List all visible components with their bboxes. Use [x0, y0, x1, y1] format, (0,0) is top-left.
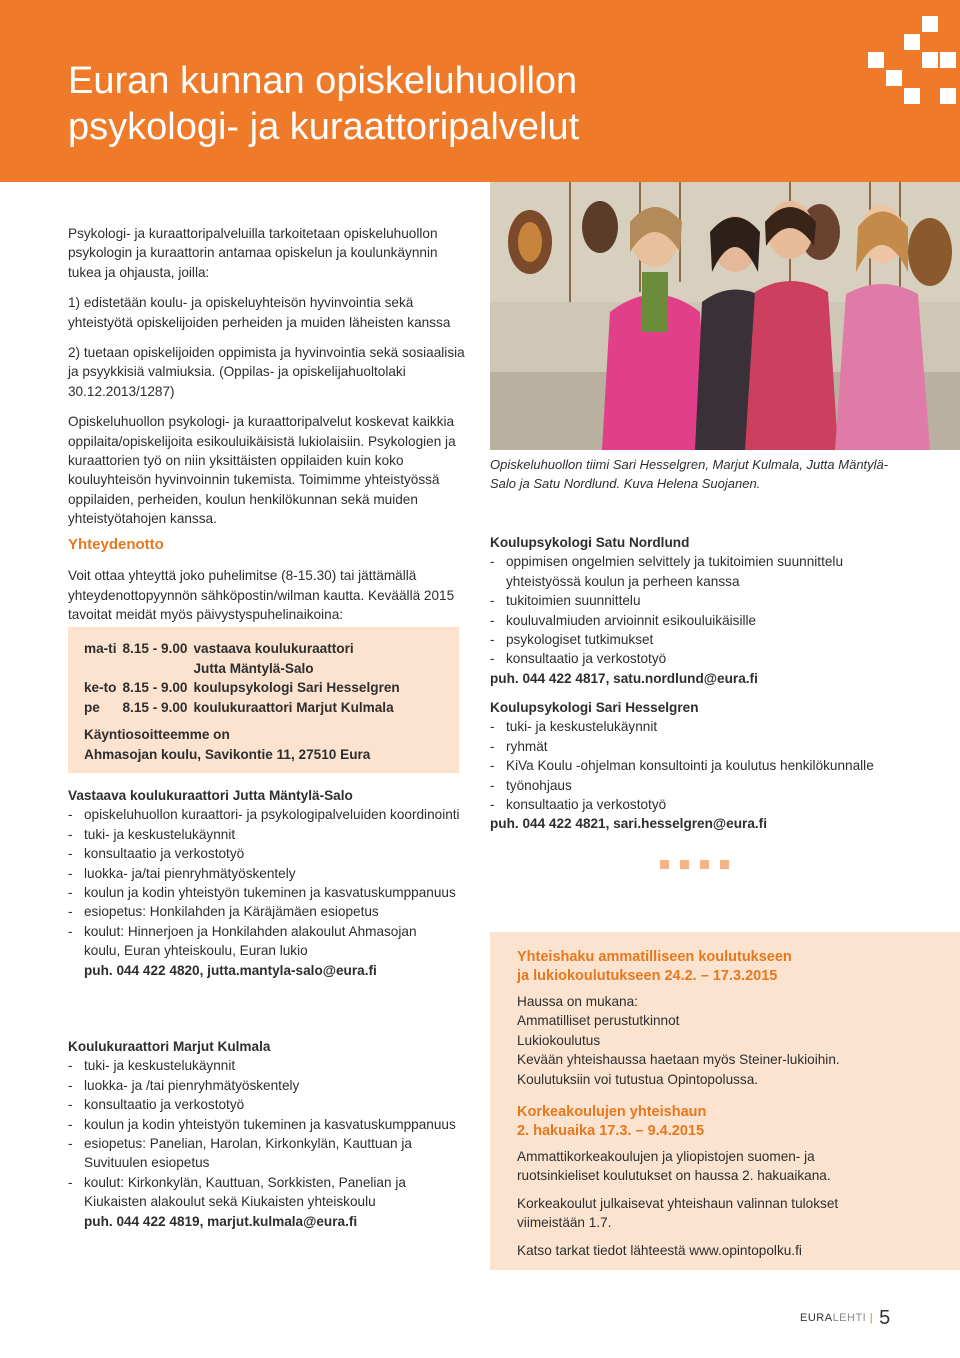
magazine-brand	[800, 1312, 866, 1324]
source-text: Katso tarkat tiedot lähteestä www.opintopolku.fi	[517, 1242, 802, 1258]
jutta-title: Vastaava koulukuraattori Jutta Mäntylä-Salo	[68, 788, 353, 803]
brand-bold: EURA	[800, 1312, 833, 1324]
team-photo	[490, 182, 960, 450]
marjut-tasks	[68, 1056, 468, 1211]
admissions-heading-line-1: Yhteishaku ammatilliseen koulutukseen	[517, 949, 792, 965]
list-item: - konsultaatio ja verkostotyö	[490, 795, 930, 814]
list-item: - tuki- ja keskustelukäynnit	[490, 717, 930, 736]
header-banner	[0, 0, 960, 182]
duty-hours-box	[68, 627, 459, 773]
list-item: - psykologiset tutkimukset	[490, 630, 910, 649]
duty-row	[84, 659, 406, 679]
list-item: - esiopetus: Panelian, Harolan, Kirkonkylän, Kauttuan ja Suvituulen esiopetus	[68, 1134, 468, 1173]
intro-item-2: 2) tuetaan opiskelijoiden oppimista ja hyvinvointia sekä sosiaalisia ja psyykkisiä valmiuksia. (Oppilas- ja opiskelijahuoltolaki 30.12.2013/1287)	[68, 345, 465, 399]
address-label: Käyntiosoitteemme on	[84, 727, 230, 742]
list-item: - koulut: Kirkonkylän, Kauttuan, Sorkkisten, Panelian ja Kiukaisten alakoulut sekä Kiukaisten yhteiskoulu	[68, 1173, 468, 1212]
list-item: - konsultaatio ja verkostotyö	[68, 1095, 468, 1114]
visiting-address	[84, 725, 370, 764]
results-text: Korkeakoulut julkaisevat yhteishaun valinnan tulokset viimeistään 1.7.	[517, 1195, 839, 1231]
contact-section	[68, 535, 468, 625]
admissions-box	[490, 932, 960, 1270]
higher-ed-heading	[517, 1103, 937, 1141]
contact-heading: Yhteydenotto	[68, 536, 164, 553]
list-item: - oppimisen ongelmien selvittely ja tukitoimien suunnittelu yhteistyössä koulun ja perheen kanssa	[490, 552, 910, 591]
intro-text	[68, 224, 468, 529]
list-item: - opiskeluhuollon kuraattori- ja psykologipalveluiden koordinointi	[68, 805, 468, 824]
higher-ed-heading-line-1: Korkeakoulujen yhteishaun	[517, 1104, 707, 1121]
duty-row	[84, 698, 406, 718]
duty-time: 8.15 - 9.00	[122, 641, 188, 656]
list-item: - tuki- ja keskustelukäynnit	[68, 825, 468, 844]
higher-ed-heading-line-2: 2. hakuaika 17.3. – 9.4.2015	[517, 1123, 705, 1140]
list-item: - KiVa Koulu -ohjelman konsultointi ja koulutus henkilökunnalle	[490, 756, 930, 775]
list-item: - esiopetus: Honkilahden ja Käräjämäen esiopetus	[68, 902, 468, 921]
duty-time: 8.15 - 9.00	[122, 680, 188, 695]
sari-title: Koulupsykologi Sari Hesselgren	[490, 700, 699, 715]
list-item: - kouluvalmiuden arvioinnit esikouluikäisille	[490, 611, 910, 630]
duty-person: koulupsykologi Sari Hesselgren	[193, 680, 400, 695]
admissions-content	[517, 948, 937, 1260]
admissions-line: Ammatilliset perustutkinnot	[517, 1013, 680, 1029]
brand-light: LEHTI	[832, 1312, 867, 1324]
satu-title: Koulupsykologi Satu Nordlund	[490, 535, 690, 550]
duty-time: 8.15 - 9.00	[122, 699, 188, 715]
satu-contact: puh. 044 422 4817, satu.nordlund@eura.fi	[490, 670, 758, 686]
duty-hours-table	[84, 639, 406, 717]
sari-section	[490, 698, 930, 834]
photo-caption-text: Opiskeluhuollon tiimi Sari Hesselgren, Marjut Kulmala, Jutta Mäntylä-Salo ja Satu Nordlund. Kuva Helena Suojanen.	[490, 457, 889, 491]
page-number: 5	[879, 1307, 891, 1329]
jutta-contact: puh. 044 422 4820, jutta.mantyla-salo@eura.fi	[84, 962, 377, 978]
duty-day	[84, 659, 122, 679]
jutta-section	[68, 786, 468, 980]
duty-time	[122, 659, 193, 679]
duty-person: vastaava koulukuraattori	[193, 641, 354, 656]
marjut-section	[68, 1037, 468, 1231]
sari-tasks	[490, 717, 930, 814]
marjut-title: Koulukuraattori Marjut Kulmala	[68, 1039, 271, 1054]
satu-section	[490, 533, 910, 688]
title-line-2: psykologi- ja kuraattoripalvelut	[68, 106, 580, 148]
page-title	[68, 58, 828, 150]
admissions-line: Kevään yhteishaussa haetaan myös Steiner-lukioihin.	[517, 1052, 840, 1068]
list-item: - konsultaatio ja verkostotyö	[490, 649, 910, 668]
page-footer: EURALEHTI | 5	[800, 1307, 891, 1329]
list-item: - koulut: Hinnerjoen ja Honkilahden alakoulut Ahmasojan koulu, Euran yhteiskoulu, Euran lukio	[68, 922, 468, 961]
satu-tasks	[490, 552, 910, 668]
intro-item-1: 1) edistetään koulu- ja opiskeluyhteisön hyvinvointia sekä yhteistyötä opiskelijoiden perheiden ja muiden läheisten kanssa	[68, 295, 451, 330]
photo-caption	[490, 455, 910, 493]
duty-day: pe	[84, 699, 100, 715]
list-item: - konsultaatio ja verkostotyö	[68, 844, 468, 863]
contact-text: Voit ottaa yhteyttä joko puhelimitse (8-15.30) tai jättämällä yhteydenottopyynnön sähköpostin/wilman kautta. Keväällä 2015 tavoitat meidät myös päivystyspuhelinaikoina:	[68, 568, 455, 623]
intro-paragraph-2: Opiskeluhuollon psykologi- ja kuraattoripalvelut koskevat kaikkia oppilaita/opiskelijoita esikouluikäisistä lukiolaisiin. Psykologien ja kuraattorien työ on niin yksittäisten oppilaiden kuin koko kouluyhteisön hyvinvoinnin tukemista. Toimimme yhteistyössä oppilaiden, perheiden, koulun henkilökunnan sekä muiden yhteistyötahojen kanssa.	[68, 414, 456, 527]
jutta-tasks	[68, 805, 468, 960]
list-item: - koulun ja kodin yhteistyön tukeminen ja kasvatuskumppanuus	[68, 1115, 468, 1134]
team-photo-illustration	[490, 182, 960, 450]
duty-person: koulukuraattori Marjut Kulmala	[193, 699, 394, 715]
duty-row	[84, 678, 406, 698]
title-line-1: Euran kunnan opiskeluhuollon	[68, 60, 578, 102]
duty-day: ke-to	[84, 680, 117, 695]
list-item: - tuki- ja keskustelukäynnit	[68, 1056, 468, 1075]
marjut-contact: puh. 044 422 4819, marjut.kulmala@eura.fi	[84, 1213, 358, 1229]
sari-contact: puh. 044 422 4821, sari.hesselgren@eura.fi	[490, 816, 767, 832]
admissions-line: Haussa on mukana:	[517, 994, 638, 1009]
list-item: - luokka- ja/tai pienryhmätyöskentely	[68, 864, 468, 883]
list-item: - luokka- ja /tai pienryhmätyöskentely	[68, 1076, 468, 1095]
intro-paragraph: Psykologi- ja kuraattoripalveluilla tarkoitetaan opiskeluhuollon psykologin ja kuraattorin antamaa opiskelun ja koulunkäynnin tukea ja ohjausta, joilla:	[68, 226, 438, 280]
admissions-heading-line-2: ja lukiokoulutukseen 24.2. – 17.3.2015	[517, 968, 778, 984]
admissions-line: Koulutuksiin voi tutustua Opintopolussa.	[517, 1071, 759, 1087]
list-item: - ryhmät	[490, 737, 930, 756]
list-item: - työnohjaus	[490, 776, 930, 795]
admissions-line: Lukiokoulutus	[517, 1032, 601, 1048]
duty-row	[84, 639, 406, 659]
duty-person: Jutta Mäntylä-Salo	[193, 660, 314, 676]
higher-ed-text: Ammattikorkeakoulujen ja yliopistojen suomen- ja ruotsinkieliset koulutukset on haussa 2. hakuaikana.	[517, 1149, 831, 1184]
duty-day: ma-ti	[84, 641, 117, 656]
address-value: Ahmasojan koulu, Savikontie 11, 27510 Eura	[84, 746, 371, 762]
list-item: - koulun ja kodin yhteistyön tukeminen ja kasvatuskumppanuus	[68, 883, 468, 902]
admissions-heading	[517, 948, 937, 986]
list-item: - tukitoimien suunnittelu	[490, 591, 910, 610]
